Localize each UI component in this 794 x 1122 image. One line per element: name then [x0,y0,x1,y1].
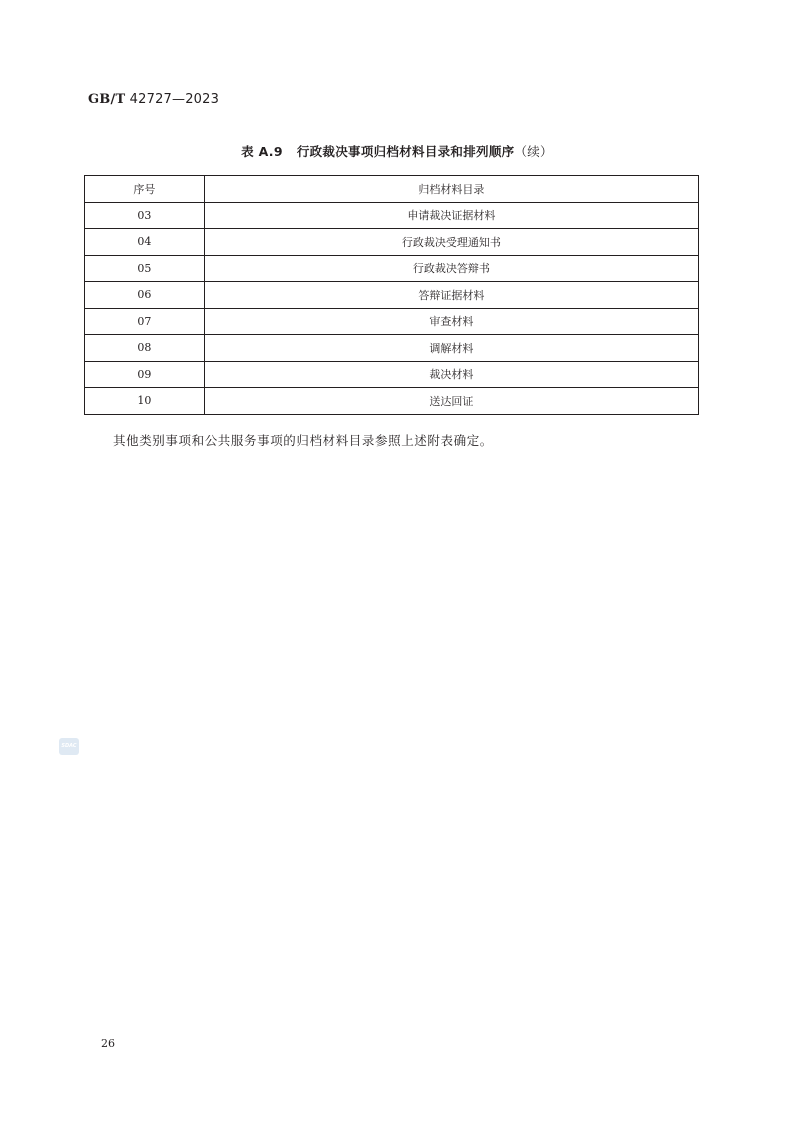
table-caption-continued: （续） [514,144,553,159]
archive-catalog-table [84,175,699,415]
cell-serial: 06 [85,282,205,309]
cell-serial: 08 [85,335,205,362]
cell-material: 调解材料 [204,335,698,362]
cell-material: 答辩证据材料 [204,282,698,309]
column-header-serial: 序号 [85,176,205,203]
cell-serial: 10 [85,388,205,415]
cell-material: 审查材料 [204,308,698,335]
cell-material: 行政裁决答辩书 [204,255,698,282]
table-row [85,335,699,362]
table-row [85,229,699,256]
table-caption-label: 表 A.9 [241,144,283,159]
table-caption [0,142,794,160]
table-row [85,282,699,309]
table-row [85,361,699,388]
standard-code-number: 42727—2023 [129,92,220,107]
cell-material: 送达回证 [204,388,698,415]
note-paragraph: 其他类别事项和公共服务事项的归档材料目录参照上述附表确定。 [113,433,493,448]
page-number: 26 [101,1037,115,1050]
cell-serial: 07 [85,308,205,335]
standard-code-prefix: GB/T [88,92,126,107]
table-row [85,202,699,229]
table-row [85,388,699,415]
table-row [85,308,699,335]
watermark-logo: SDAC [59,738,79,755]
cell-material: 裁决材料 [204,361,698,388]
cell-serial: 05 [85,255,205,282]
table-header-row [85,176,699,203]
column-header-catalog: 归档材料目录 [204,176,698,203]
cell-serial: 04 [85,229,205,256]
cell-material: 行政裁决受理通知书 [204,229,698,256]
standard-code [88,92,219,107]
cell-serial: 03 [85,202,205,229]
table-row [85,255,699,282]
cell-material: 申请裁决证据材料 [204,202,698,229]
cell-serial: 09 [85,361,205,388]
table-caption-title: 行政裁决事项归档材料目录和排列顺序 [296,144,515,159]
